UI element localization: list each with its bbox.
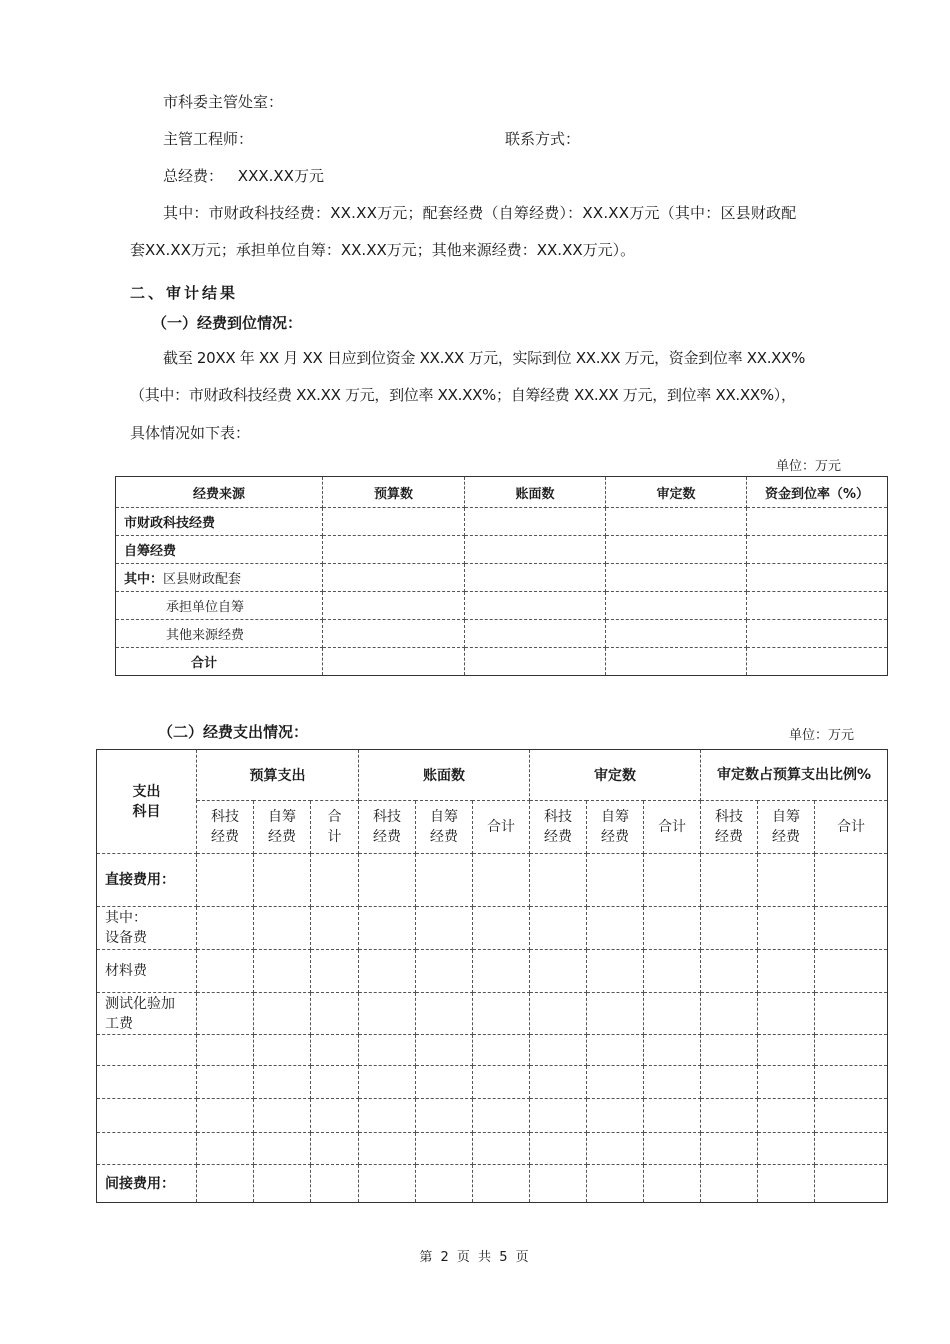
header-book: 账面数 xyxy=(465,477,606,508)
sub-heji: 合计 xyxy=(644,801,701,854)
page-footer: 第 2 页 共 5 页 xyxy=(419,1250,531,1265)
sub-keji: 科技 经费 xyxy=(197,801,254,854)
table-row xyxy=(116,620,888,648)
row-label-testing: 测试化验加 工费 xyxy=(97,993,197,1035)
header-source: 经费来源 xyxy=(116,477,323,508)
sub-zichou: 自筹 经费 xyxy=(416,801,473,854)
row-label-rest: 区县财政配套 xyxy=(163,572,242,587)
sub-zichou: 自筹 经费 xyxy=(758,801,815,854)
unit-label-1: 单位：万元 xyxy=(776,459,842,474)
funding-detail-line2: 套XX.XX万元；承担单位自筹：XX.XX万元；其他来源经费：XX.XX万元）。 xyxy=(130,241,636,259)
table-row xyxy=(116,648,888,676)
section2-title: 二、审计结果 xyxy=(130,284,239,302)
table-sub-header-row xyxy=(97,801,888,854)
table-row xyxy=(97,1066,888,1099)
para-line2: （其中：市财政科技经费 XX.XX 万元，到位率 XX.XX%；自筹经费 XX.XX 万元，到位率 XX.XX%）， xyxy=(130,386,796,404)
funding-arrival-table xyxy=(115,476,888,676)
row-label-direct: 直接费用： xyxy=(97,854,197,907)
sub-keji: 科技 经费 xyxy=(530,801,587,854)
header-approved: 审定数 xyxy=(606,477,747,508)
section2-sub2: （二）经费支出情况： xyxy=(158,723,309,741)
row-label xyxy=(116,564,323,592)
group-ratio: 审定数占预算支出比例% xyxy=(701,750,888,801)
sub-zichou: 自筹 经费 xyxy=(587,801,644,854)
table-row xyxy=(116,536,888,564)
sub-keji: 科技 经费 xyxy=(701,801,758,854)
header-budget: 预算数 xyxy=(323,477,465,508)
sub-heji: 合计 xyxy=(815,801,888,854)
table-row xyxy=(116,508,888,536)
row-label-equipment: 其中： 设备费 xyxy=(97,907,197,950)
sub-keji: 科技 经费 xyxy=(359,801,416,854)
table-row xyxy=(97,1035,888,1066)
total-value: XXX.XX万元 xyxy=(237,167,324,185)
row-label-material: 材料费 xyxy=(97,950,197,993)
group-budget: 预算支出 xyxy=(197,750,359,801)
expenditure-table xyxy=(96,749,888,1203)
total-label: 总经费： xyxy=(163,167,224,185)
group-book: 账面数 xyxy=(359,750,530,801)
row-label: 其他来源经费 xyxy=(116,620,323,648)
table-row xyxy=(116,592,888,620)
unit-label-2: 单位：万元 xyxy=(789,728,855,743)
row-label: 自筹经费 xyxy=(116,536,323,564)
header-subject: 支出 科目 xyxy=(97,750,197,854)
para-line3: 具体情况如下表： xyxy=(130,424,251,442)
row-label: 承担单位自筹 xyxy=(116,592,323,620)
sub-heji: 合计 xyxy=(473,801,530,854)
engineer-label: 主管工程师： xyxy=(163,130,254,148)
contact-label: 联系方式： xyxy=(505,130,581,148)
total-funding xyxy=(163,166,324,186)
table-row xyxy=(97,1133,888,1165)
para-line1: 截至 20XX 年 XX 月 XX 日应到位资金 XX.XX 万元，实际到位 XX.XX 万元，资金到位率 XX.XX% xyxy=(163,349,806,367)
row-label-total: 合计 xyxy=(116,648,323,676)
table-group-header-row xyxy=(97,750,888,801)
table-row xyxy=(97,907,888,950)
section2-sub1: （一）经费到位情况： xyxy=(152,314,303,332)
table-row xyxy=(97,854,888,907)
header-rate: 资金到位率（%） xyxy=(747,477,888,508)
table-row xyxy=(97,950,888,993)
sub-heji: 合 计 xyxy=(311,801,359,854)
table-header-row xyxy=(116,477,888,508)
row-label-indirect: 间接费用： xyxy=(97,1165,197,1203)
funding-detail-line1: 其中：市财政科技经费：XX.XX万元；配套经费（自筹经费）：XX.XX万元（其中：区县财政配 xyxy=(163,204,797,222)
table-row xyxy=(97,1099,888,1133)
table-row xyxy=(97,1165,888,1203)
row-label: 市财政科技经费 xyxy=(116,508,323,536)
dept-label: 市科委主管处室： xyxy=(163,93,284,111)
row-label-prefix: 其中： xyxy=(124,572,164,587)
group-approved: 审定数 xyxy=(530,750,701,801)
table-row xyxy=(97,993,888,1035)
sub-zichou: 自筹 经费 xyxy=(254,801,311,854)
table-row xyxy=(116,564,888,592)
